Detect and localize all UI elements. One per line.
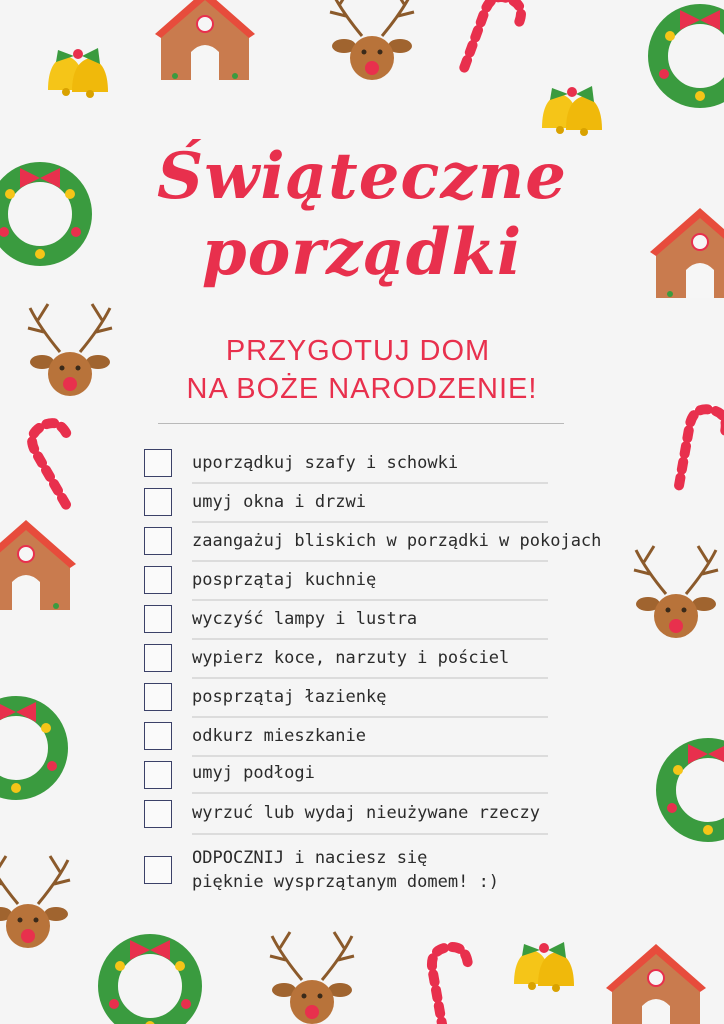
task-label: zaangażuj bliskich w porządki w pokojach (192, 531, 602, 551)
task-label: posprzątaj łazienkę (192, 687, 387, 707)
task-checkbox[interactable] (144, 644, 172, 672)
divider (158, 423, 564, 424)
final-task-line-1: ODPOCZNIJ i naciesz się (192, 848, 428, 868)
task-checkbox[interactable] (144, 761, 172, 789)
task-checkbox[interactable] (144, 488, 172, 516)
title-line-2: porządki (201, 215, 523, 290)
task-underline (192, 792, 548, 794)
task-label: posprzątaj kuchnię (192, 570, 377, 590)
task-label: wypierz koce, narzuty i pościel (192, 648, 510, 668)
task-label: umyj podłogi (192, 763, 315, 783)
task-label: wyrzuć lub wydaj nieużywane rzeczy (192, 803, 540, 823)
task-label: odkurz mieszkanie (192, 726, 366, 746)
title-line-1: Świąteczne (157, 139, 567, 214)
task-label: uporządkuj szafy i schowki (192, 453, 459, 473)
task-underline (192, 677, 548, 679)
task-underline (192, 638, 548, 640)
task-checkbox[interactable] (144, 527, 172, 555)
task-checkbox[interactable] (144, 566, 172, 594)
task-underline (192, 482, 548, 484)
task-checkbox[interactable] (144, 449, 172, 477)
subtitle-line-1: PRZYGOTUJ DOM (225, 335, 491, 367)
task-label: wyczyść lampy i lustra (192, 609, 418, 629)
task-underline (192, 833, 548, 835)
task-underline (192, 599, 548, 601)
task-underline (192, 521, 548, 523)
task-checkbox[interactable] (144, 605, 172, 633)
task-label: umyj okna i drzwi (192, 492, 366, 512)
task-checkbox[interactable] (144, 800, 172, 828)
task-checkbox[interactable] (144, 856, 172, 884)
task-underline (192, 716, 548, 718)
subtitle-line-2: NA BOŻE NARODZENIE! (186, 373, 538, 405)
task-checkbox[interactable] (144, 722, 172, 750)
task-checkbox[interactable] (144, 683, 172, 711)
task-underline (192, 560, 548, 562)
final-task-line-2: pięknie wysprzątanym domem! :) (192, 872, 500, 892)
task-underline (192, 755, 548, 757)
